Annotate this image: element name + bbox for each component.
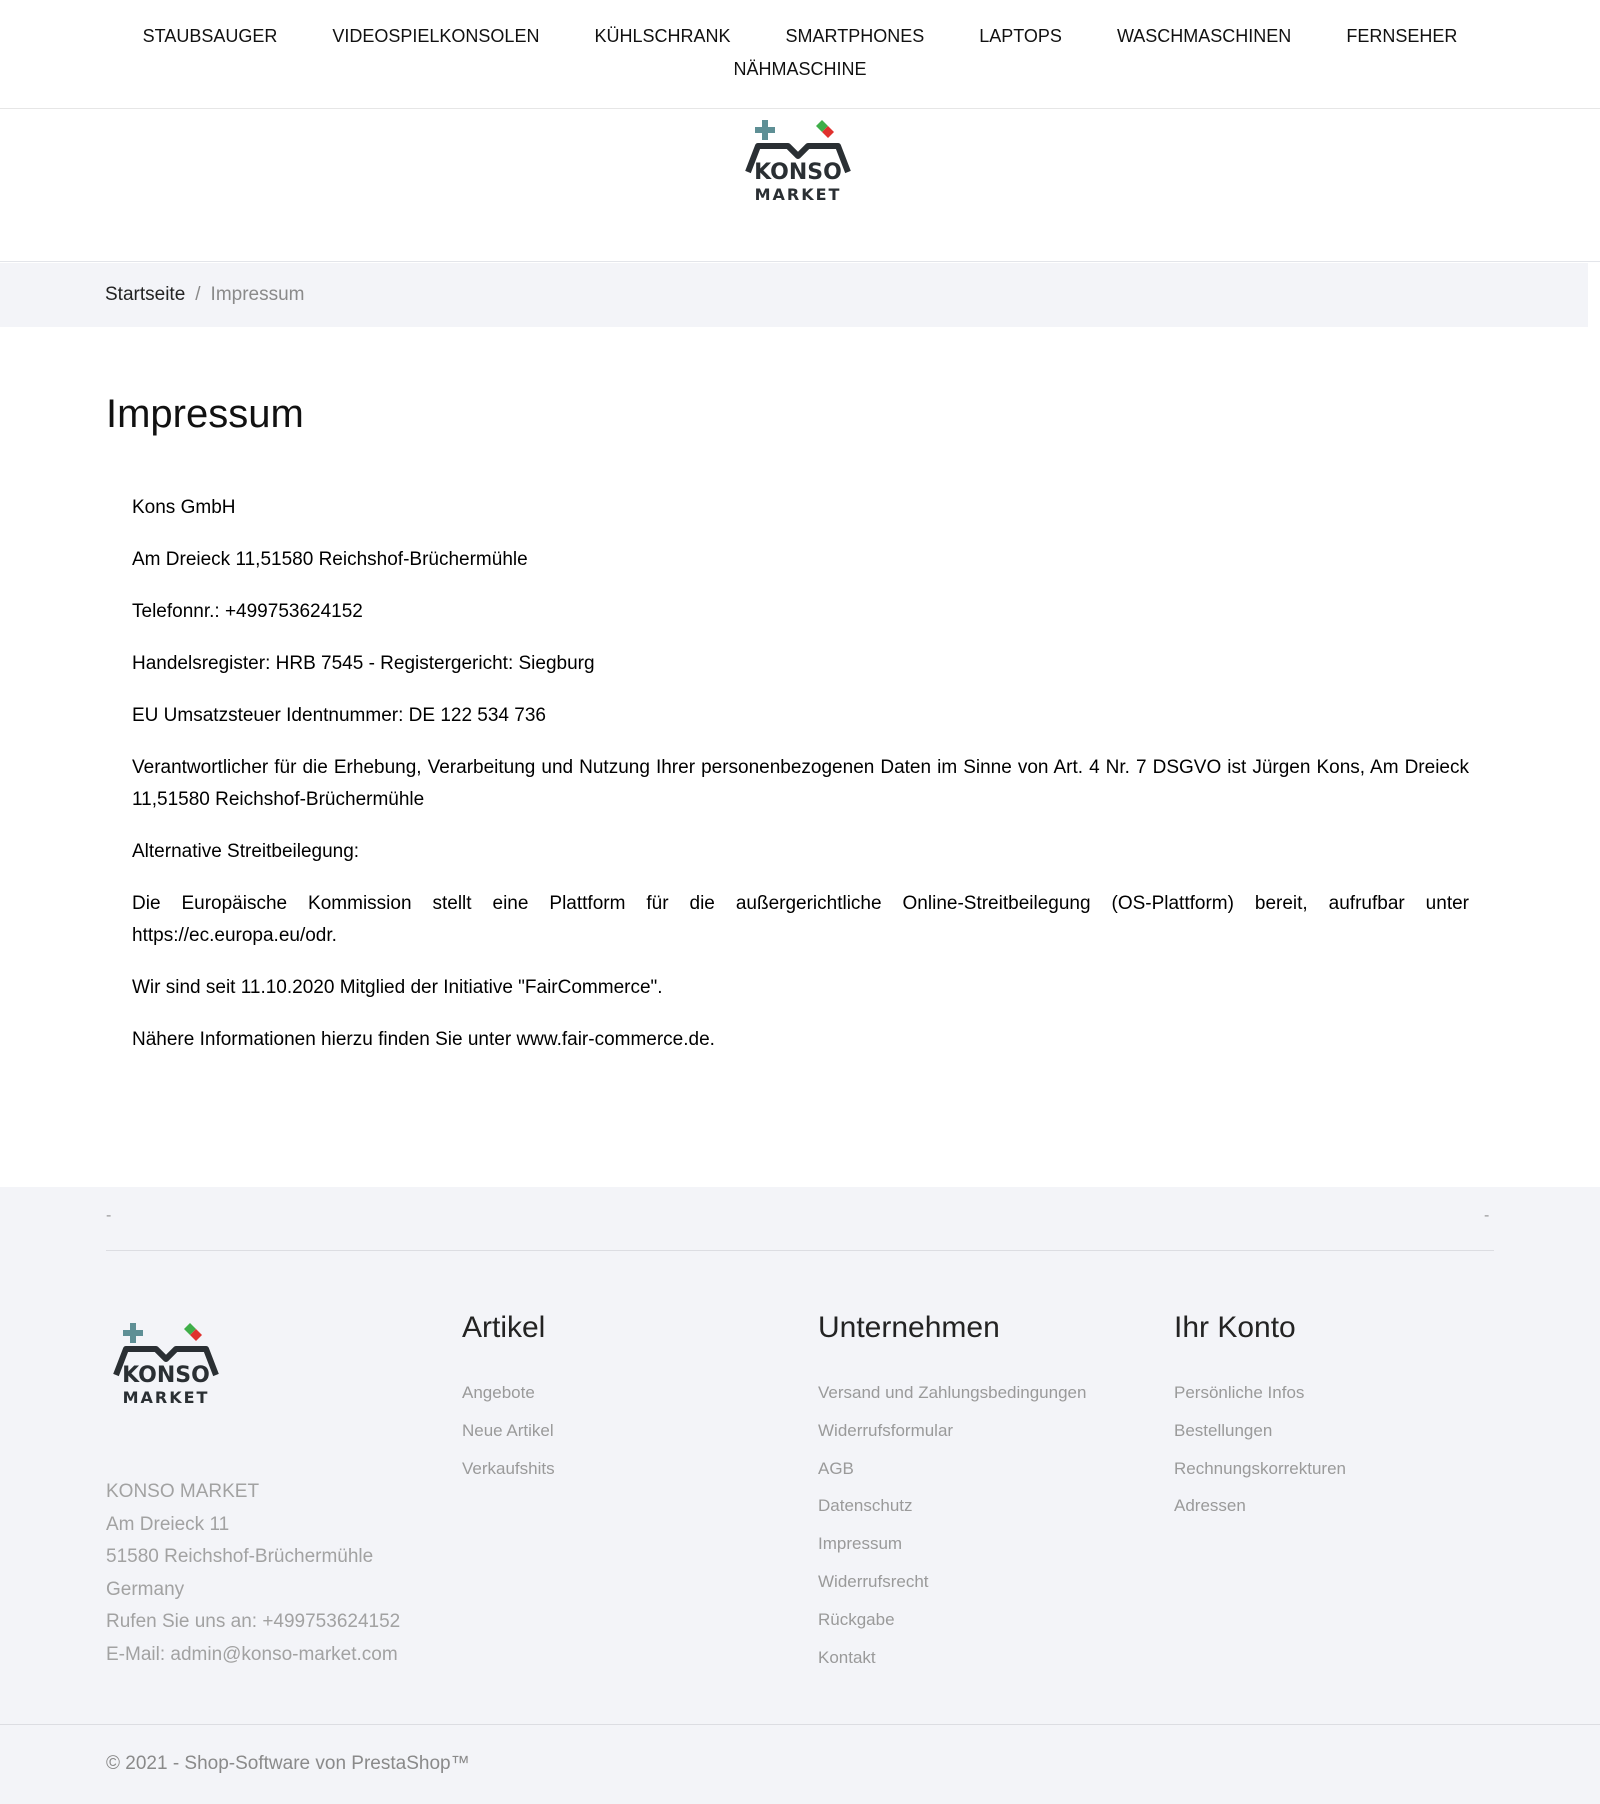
content-paragraph-vat: EU Umsatzsteuer Identnummer: DE 122 534 736 [132, 705, 546, 726]
footer-company-email[interactable]: E-Mail: admin@konso-market.com [106, 1643, 398, 1665]
svg-text:KONSO: KONSO [122, 1363, 210, 1388]
nav-item-videospielkonsolen[interactable]: VIDEOSPIELKONSOLEN [332, 26, 540, 46]
copyright-link[interactable]: © 2021 - Shop-Software von PrestaShop™ [106, 1753, 470, 1774]
content-paragraph-company: Kons GmbH [132, 497, 236, 518]
breadcrumb [0, 263, 1588, 327]
footer-column-ihr-konto [1174, 1308, 1346, 1525]
footer-logo[interactable] [106, 1317, 226, 1409]
nav-row-1 [0, 25, 1600, 47]
footer-link-agb[interactable]: AGB [818, 1458, 854, 1478]
footer-column-title-unternehmen: Unternehmen [818, 1311, 1000, 1344]
breadcrumb-home-link[interactable]: Startseite [105, 284, 186, 305]
content-paragraph-phone: Telefonnr.: +499753624152 [132, 601, 363, 622]
nav-item-laptops[interactable]: LAPTOPS [979, 26, 1062, 46]
footer-link-widerrufsrecht[interactable]: Widerrufsrecht [818, 1571, 929, 1591]
footer-column-artikel [462, 1308, 555, 1487]
footer-company-phone: Rufen Sie uns an: +499753624152 [106, 1611, 401, 1632]
nav-item-waschmaschinen[interactable]: WASCHMASCHINEN [1116, 26, 1292, 46]
footer-column-title-artikel: Artikel [462, 1311, 546, 1344]
footer-company-info [106, 1476, 400, 1671]
footer-column-title-ihr-konto: Ihr Konto [1174, 1311, 1296, 1344]
footer-link-rueckgabe[interactable]: Rückgabe [818, 1609, 895, 1629]
svg-text:KONSO: KONSO [754, 160, 842, 185]
footer-link-adressen[interactable]: Adressen [1174, 1496, 1246, 1516]
breadcrumb-trail [105, 283, 305, 307]
footer-link-kontakt[interactable]: Kontakt [818, 1647, 876, 1667]
breadcrumb-current: Impressum [210, 284, 305, 305]
nav-item-kuehlschrank[interactable]: KÜHLSCHRANK [594, 26, 731, 46]
nav-item-naehmaschine[interactable]: NÄHMASCHINE [733, 59, 867, 79]
footer-link-versand[interactable]: Versand und Zahlungsbedingungen [818, 1383, 1087, 1402]
footer-company-city: 51580 Reichshof-Brüchermühle [106, 1546, 374, 1567]
konso-market-logo-icon [106, 1317, 226, 1409]
footer-link-datenschutz[interactable]: Datenschutz [818, 1496, 913, 1516]
footer-company-country: Germany [106, 1578, 185, 1600]
impressum-content [132, 492, 1469, 1076]
content-paragraph-dispute-heading: Alternative Streitbeilegung: [132, 841, 360, 862]
footer-divider [106, 1250, 1494, 1251]
footer-company-street: Am Dreieck 11 [106, 1513, 230, 1535]
nav-item-staubsauger[interactable]: STAUBSAUGER [142, 26, 278, 46]
copyright-bar [0, 1724, 1600, 1804]
nav-item-smartphones[interactable]: SMARTPHONES [785, 26, 925, 46]
footer-link-persoenliche-infos[interactable]: Persönliche Infos [1174, 1383, 1305, 1402]
nav-item-fernseher[interactable]: FERNSEHER [1346, 26, 1458, 46]
breadcrumb-separator: / [195, 284, 201, 305]
site-footer [0, 1187, 1600, 1724]
footer-link-neue-artikel[interactable]: Neue Artikel [462, 1420, 554, 1440]
footer-link-verkaufshits[interactable]: Verkaufshits [462, 1458, 555, 1478]
content-paragraph-faircommerce: Wir sind seit 11.10.2020 Mitglied der Initiative "FairCommerce". [132, 977, 663, 998]
footer-link-widerrufsformular[interactable]: Widerrufsformular [818, 1420, 954, 1440]
page-title: Impressum [106, 392, 304, 436]
footer-dash-left: - [106, 1207, 112, 1224]
site-header [0, 109, 1600, 262]
header-logo[interactable] [738, 114, 858, 206]
content-paragraph-register: Handelsregister: HRB 7545 - Registergericht: Siegburg [132, 653, 595, 674]
svg-text:MARKET: MARKET [122, 1388, 210, 1407]
konso-market-logo-icon [738, 114, 858, 206]
footer-link-impressum[interactable]: Impressum [818, 1534, 903, 1554]
footer-column-unternehmen [818, 1308, 1086, 1676]
footer-link-rechnungskorrekturen[interactable]: Rechnungskorrekturen [1174, 1458, 1346, 1478]
footer-company-name: KONSO MARKET [106, 1481, 260, 1502]
footer-link-angebote[interactable]: Angebote [462, 1383, 535, 1402]
svg-text:MARKET: MARKET [754, 185, 842, 204]
content-paragraph-responsible: Verantwortlicher für die Erhebung, Verarbeitung und Nutzung Ihrer personenbezogenen Daten im Sinne von Art. 4 Nr. 7 DSGVO ist Jürgen Kons, Am Dreieck 11,51580 Reichshof-Brüchermühle [132, 757, 1469, 810]
footer-link-bestellungen[interactable]: Bestellungen [1174, 1420, 1273, 1440]
content-paragraph-dispute-platform: Die Europäische Kommission stellt eine Plattform für die außergerichtliche Online-Streitbeilegung (OS-Plattform) bereit, aufrufbar unter https://ec.europa.eu/odr. [132, 893, 1469, 946]
nav-row-2 [0, 58, 1600, 80]
footer-dash-right: - [1484, 1207, 1490, 1224]
content-paragraph-address: Am Dreieck 11,51580 Reichshof-Brüchermühle [132, 549, 528, 570]
content-paragraph-more-info: Nähere Informationen hierzu finden Sie unter www.fair-commerce.de. [132, 1029, 715, 1050]
top-navigation [0, 0, 1600, 109]
